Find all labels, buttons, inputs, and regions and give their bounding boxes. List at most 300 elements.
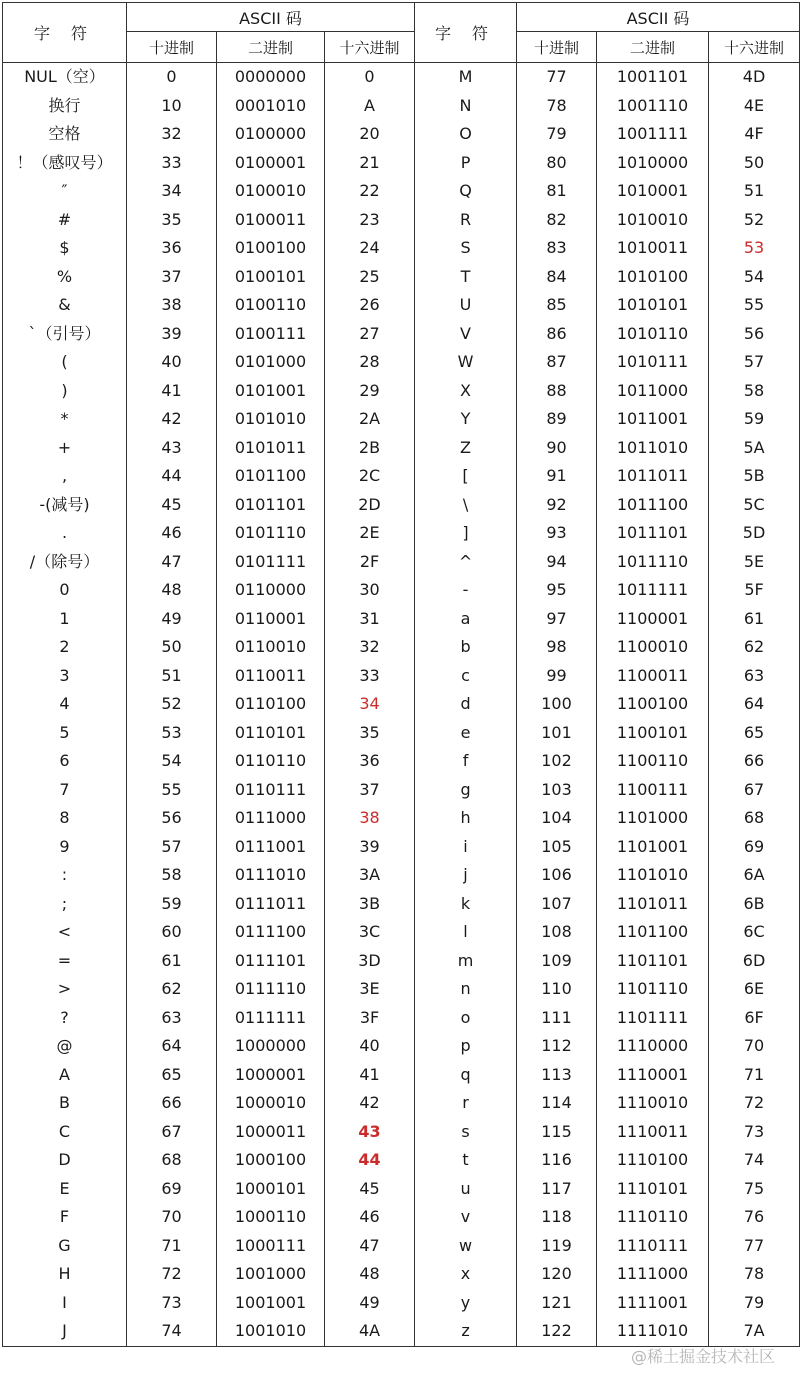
left-dec-cell: 39 [127,320,217,349]
right-hex-cell: 7A [709,1317,800,1346]
left-hex-cell: 37 [325,776,415,805]
left-char-cell: ) [3,377,127,406]
left-char-cell: G [3,1232,127,1261]
left-char-cell: J [3,1317,127,1346]
right-dec-cell: 85 [517,291,597,320]
right-bin-cell: 1101001 [597,833,709,862]
right-char-cell: t [415,1146,517,1175]
right-dec-cell: 111 [517,1004,597,1033]
table-row [3,263,800,292]
left-dec-cell: 61 [127,947,217,976]
right-char-cell: M [415,63,517,92]
right-hex-cell: 63 [709,662,800,691]
right-bin-cell: 1011111 [597,576,709,605]
table-row [3,1175,800,1204]
left-hex-cell: 44 [325,1146,415,1175]
table-row [3,633,800,662]
table-row [3,1232,800,1261]
right-dec-cell: 114 [517,1089,597,1118]
table-row [3,1004,800,1033]
left-hex-cell: 49 [325,1289,415,1318]
right-char-cell: q [415,1061,517,1090]
left-hex-cell: 20 [325,120,415,149]
left-dec-cell: 55 [127,776,217,805]
left-hex-cell: 46 [325,1203,415,1232]
right-hex-cell: 6C [709,918,800,947]
right-dec-cell: 93 [517,519,597,548]
right-hex-cell: 4D [709,63,800,92]
table-row [3,861,800,890]
right-dec-cell: 98 [517,633,597,662]
right-dec-cell: 117 [517,1175,597,1204]
left-char-cell: 空格 [3,120,127,149]
table-row [3,1289,800,1318]
table-row [3,776,800,805]
right-bin-cell: 1010100 [597,263,709,292]
right-char-cell: p [415,1032,517,1061]
right-hex-cell: 76 [709,1203,800,1232]
left-char-cell: A [3,1061,127,1090]
right-hex-cell: 6B [709,890,800,919]
right-bin-cell: 1001110 [597,92,709,121]
left-hex-cell: 34 [325,690,415,719]
left-dec-cell: 32 [127,120,217,149]
right-dec-cell: 109 [517,947,597,976]
table-row [3,120,800,149]
right-char-cell: v [415,1203,517,1232]
left-char-cell: C [3,1118,127,1147]
right-dec-cell: 112 [517,1032,597,1061]
left-hex-cell: 36 [325,747,415,776]
left-hex-cell: 43 [325,1118,415,1147]
right-char-cell: g [415,776,517,805]
left-bin-cell: 0101110 [217,519,325,548]
right-hex-cell: 61 [709,605,800,634]
right-bin-cell: 1010110 [597,320,709,349]
left-hex-cell: 24 [325,234,415,263]
right-char-cell: u [415,1175,517,1204]
left-bin-cell: 0110011 [217,662,325,691]
table-row [3,1146,800,1175]
right-hex-cell: 5A [709,434,800,463]
right-char-cell: ] [415,519,517,548]
table-row [3,747,800,776]
left-char-cell: % [3,263,127,292]
table-row [3,975,800,1004]
right-hex-cell: 4E [709,92,800,121]
left-hex-cell: 33 [325,662,415,691]
right-hex-cell: 52 [709,206,800,235]
right-dec-cell: 106 [517,861,597,890]
right-char-cell: j [415,861,517,890]
right-bin-cell: 1100010 [597,633,709,662]
left-hex-cell: 3D [325,947,415,976]
right-dec-cell: 121 [517,1289,597,1318]
right-char-cell: Y [415,405,517,434]
right-dec-cell: 83 [517,234,597,263]
right-bin-cell: 1101011 [597,890,709,919]
left-char-cell: -(减号) [3,491,127,520]
right-char-cell: r [415,1089,517,1118]
right-char-cell: b [415,633,517,662]
table-row [3,947,800,976]
left-hex-cell: 29 [325,377,415,406]
left-dec-cell: 70 [127,1203,217,1232]
left-dec-cell: 53 [127,719,217,748]
left-hex-cell: 30 [325,576,415,605]
right-hex-cell: 51 [709,177,800,206]
left-dec-cell: 0 [127,63,217,92]
right-char-cell: \ [415,491,517,520]
table-row [3,234,800,263]
left-dec-cell: 47 [127,548,217,577]
left-dec-cell: 37 [127,263,217,292]
left-dec-cell: 50 [127,633,217,662]
char-header-left: 字 符 [3,3,127,63]
ascii-header-right: ASCII 码 [517,3,800,32]
left-dec-cell: 10 [127,92,217,121]
right-char-cell: d [415,690,517,719]
left-bin-cell: 0101101 [217,491,325,520]
right-dec-cell: 80 [517,149,597,178]
left-bin-cell: 0111001 [217,833,325,862]
right-hex-cell: 6D [709,947,800,976]
left-bin-cell: 0101011 [217,434,325,463]
right-bin-cell: 1111000 [597,1260,709,1289]
right-bin-cell: 1011010 [597,434,709,463]
left-hex-cell: 31 [325,605,415,634]
left-bin-cell: 0111101 [217,947,325,976]
right-dec-cell: 79 [517,120,597,149]
right-hex-cell: 74 [709,1146,800,1175]
right-dec-cell: 119 [517,1232,597,1261]
left-char-cell: & [3,291,127,320]
right-hex-cell: 5F [709,576,800,605]
table-row [3,1317,800,1346]
left-char-cell: : [3,861,127,890]
right-dec-cell: 89 [517,405,597,434]
left-dec-cell: 43 [127,434,217,463]
table-body [3,63,800,1347]
right-hex-cell: 62 [709,633,800,662]
dec-header-right: 十进制 [517,32,597,63]
table-row [3,206,800,235]
table-row [3,519,800,548]
left-hex-cell: 21 [325,149,415,178]
right-char-cell: - [415,576,517,605]
left-char-cell: * [3,405,127,434]
left-dec-cell: 68 [127,1146,217,1175]
left-char-cell: 7 [3,776,127,805]
right-dec-cell: 81 [517,177,597,206]
left-hex-cell: 3A [325,861,415,890]
left-char-cell: 1 [3,605,127,634]
left-dec-cell: 65 [127,1061,217,1090]
left-dec-cell: 40 [127,348,217,377]
right-hex-cell: 6E [709,975,800,1004]
right-dec-cell: 78 [517,92,597,121]
left-char-cell: + [3,434,127,463]
left-bin-cell: 1000010 [217,1089,325,1118]
left-dec-cell: 64 [127,1032,217,1061]
left-bin-cell: 0001010 [217,92,325,121]
right-char-cell: x [415,1260,517,1289]
right-hex-cell: 57 [709,348,800,377]
left-dec-cell: 56 [127,804,217,833]
table-row [3,605,800,634]
right-bin-cell: 1101110 [597,975,709,1004]
right-bin-cell: 1011001 [597,405,709,434]
left-dec-cell: 62 [127,975,217,1004]
right-hex-cell: 5E [709,548,800,577]
left-bin-cell: 0110001 [217,605,325,634]
right-bin-cell: 1011110 [597,548,709,577]
table-row [3,690,800,719]
right-hex-cell: 75 [709,1175,800,1204]
left-dec-cell: 73 [127,1289,217,1318]
left-bin-cell: 0110111 [217,776,325,805]
table-row [3,92,800,121]
right-bin-cell: 1111001 [597,1289,709,1318]
left-hex-cell: 47 [325,1232,415,1261]
table-row [3,149,800,178]
left-bin-cell: 0100000 [217,120,325,149]
left-char-cell: 6 [3,747,127,776]
left-hex-cell: 26 [325,291,415,320]
left-bin-cell: 1000011 [217,1118,325,1147]
right-char-cell: s [415,1118,517,1147]
right-char-cell: i [415,833,517,862]
left-hex-cell: 25 [325,263,415,292]
left-hex-cell: 45 [325,1175,415,1204]
left-hex-cell: 2D [325,491,415,520]
table-row [3,320,800,349]
left-char-cell: F [3,1203,127,1232]
right-char-cell: y [415,1289,517,1318]
right-dec-cell: 82 [517,206,597,235]
left-dec-cell: 71 [127,1232,217,1261]
right-bin-cell: 1010011 [597,234,709,263]
left-dec-cell: 63 [127,1004,217,1033]
right-char-cell: Q [415,177,517,206]
table-row [3,804,800,833]
right-dec-cell: 103 [517,776,597,805]
right-bin-cell: 1110001 [597,1061,709,1090]
left-dec-cell: 54 [127,747,217,776]
right-char-cell: f [415,747,517,776]
left-bin-cell: 1000101 [217,1175,325,1204]
left-bin-cell: 1000001 [217,1061,325,1090]
right-dec-cell: 94 [517,548,597,577]
left-dec-cell: 45 [127,491,217,520]
table-row [3,890,800,919]
right-hex-cell: 5C [709,491,800,520]
left-bin-cell: 1001010 [217,1317,325,1346]
table-row [3,177,800,206]
left-char-cell: , [3,462,127,491]
right-bin-cell: 1110000 [597,1032,709,1061]
right-bin-cell: 1110010 [597,1089,709,1118]
right-bin-cell: 1110011 [597,1118,709,1147]
left-bin-cell: 0100100 [217,234,325,263]
right-hex-cell: 5D [709,519,800,548]
left-bin-cell: 0100010 [217,177,325,206]
right-dec-cell: 88 [517,377,597,406]
left-hex-cell: 2A [325,405,415,434]
left-hex-cell: 22 [325,177,415,206]
char-header-right: 字 符 [415,3,517,63]
left-hex-cell: 40 [325,1032,415,1061]
left-dec-cell: 60 [127,918,217,947]
right-hex-cell: 79 [709,1289,800,1318]
right-char-cell: X [415,377,517,406]
left-hex-cell: 2B [325,434,415,463]
left-bin-cell: 0111110 [217,975,325,1004]
right-bin-cell: 1001101 [597,63,709,92]
left-char-cell: > [3,975,127,1004]
right-dec-cell: 120 [517,1260,597,1289]
right-char-cell: l [415,918,517,947]
right-hex-cell: 72 [709,1089,800,1118]
right-dec-cell: 115 [517,1118,597,1147]
right-char-cell: ^ [415,548,517,577]
right-bin-cell: 1001111 [597,120,709,149]
bin-header-right: 二进制 [597,32,709,63]
left-dec-cell: 48 [127,576,217,605]
left-bin-cell: 0110010 [217,633,325,662]
left-bin-cell: 0110100 [217,690,325,719]
dec-header-left: 十进制 [127,32,217,63]
left-bin-cell: 1000000 [217,1032,325,1061]
table-row [3,576,800,605]
table-row [3,462,800,491]
left-char-cell: E [3,1175,127,1204]
right-dec-cell: 92 [517,491,597,520]
left-dec-cell: 69 [127,1175,217,1204]
left-dec-cell: 58 [127,861,217,890]
left-char-cell: ; [3,890,127,919]
right-char-cell: w [415,1232,517,1261]
right-dec-cell: 90 [517,434,597,463]
right-hex-cell: 6A [709,861,800,890]
right-bin-cell: 1100111 [597,776,709,805]
right-dec-cell: 101 [517,719,597,748]
table-row [3,63,800,92]
left-hex-cell: 0 [325,63,415,92]
left-dec-cell: 41 [127,377,217,406]
left-dec-cell: 49 [127,605,217,634]
right-bin-cell: 1101000 [597,804,709,833]
left-char-cell: $ [3,234,127,263]
right-char-cell: e [415,719,517,748]
right-dec-cell: 110 [517,975,597,1004]
right-char-cell: N [415,92,517,121]
right-hex-cell: 68 [709,804,800,833]
bin-header-left: 二进制 [217,32,325,63]
right-hex-cell: 5B [709,462,800,491]
right-bin-cell: 1010101 [597,291,709,320]
left-dec-cell: 57 [127,833,217,862]
left-hex-cell: 41 [325,1061,415,1090]
right-bin-cell: 1010001 [597,177,709,206]
right-bin-cell: 1110101 [597,1175,709,1204]
header-row-top [3,3,800,32]
table-row [3,377,800,406]
left-char-cell: ( [3,348,127,377]
left-bin-cell: 0100001 [217,149,325,178]
right-char-cell: V [415,320,517,349]
right-bin-cell: 1011000 [597,377,709,406]
right-hex-cell: 58 [709,377,800,406]
left-bin-cell: 0111100 [217,918,325,947]
left-bin-cell: 0100011 [217,206,325,235]
right-bin-cell: 1011011 [597,462,709,491]
right-char-cell: a [415,605,517,634]
left-dec-cell: 35 [127,206,217,235]
right-bin-cell: 1010111 [597,348,709,377]
right-hex-cell: 56 [709,320,800,349]
right-char-cell: T [415,263,517,292]
left-char-cell: I [3,1289,127,1318]
left-hex-cell: 32 [325,633,415,662]
right-char-cell: Z [415,434,517,463]
left-char-cell: NUL（空） [3,63,127,92]
table-row [3,1089,800,1118]
right-dec-cell: 86 [517,320,597,349]
table-row [3,719,800,748]
left-dec-cell: 72 [127,1260,217,1289]
left-bin-cell: 0111111 [217,1004,325,1033]
left-dec-cell: 44 [127,462,217,491]
right-hex-cell: 59 [709,405,800,434]
left-hex-cell: 4A [325,1317,415,1346]
left-bin-cell: 0101000 [217,348,325,377]
left-hex-cell: 3B [325,890,415,919]
left-char-cell: @ [3,1032,127,1061]
left-hex-cell: 48 [325,1260,415,1289]
right-bin-cell: 1100100 [597,690,709,719]
left-char-cell: `（引号） [3,320,127,349]
right-bin-cell: 1101111 [597,1004,709,1033]
right-char-cell: [ [415,462,517,491]
right-bin-cell: 1010010 [597,206,709,235]
right-dec-cell: 113 [517,1061,597,1090]
right-char-cell: z [415,1317,517,1346]
table-row [3,833,800,862]
left-hex-cell: 39 [325,833,415,862]
left-dec-cell: 66 [127,1089,217,1118]
left-char-cell: ″ [3,177,127,206]
right-dec-cell: 102 [517,747,597,776]
left-bin-cell: 1001001 [217,1289,325,1318]
table-row [3,1061,800,1090]
left-bin-cell: 0000000 [217,63,325,92]
left-dec-cell: 52 [127,690,217,719]
table-row [3,1203,800,1232]
right-bin-cell: 1111010 [597,1317,709,1346]
left-bin-cell: 1000100 [217,1146,325,1175]
left-char-cell: 8 [3,804,127,833]
left-hex-cell: 2F [325,548,415,577]
left-char-cell: 换行 [3,92,127,121]
left-char-cell: < [3,918,127,947]
right-hex-cell: 64 [709,690,800,719]
left-char-cell: ！（感叹号） [3,149,127,178]
right-dec-cell: 122 [517,1317,597,1346]
left-char-cell: 3 [3,662,127,691]
left-dec-cell: 67 [127,1118,217,1147]
right-hex-cell: 69 [709,833,800,862]
